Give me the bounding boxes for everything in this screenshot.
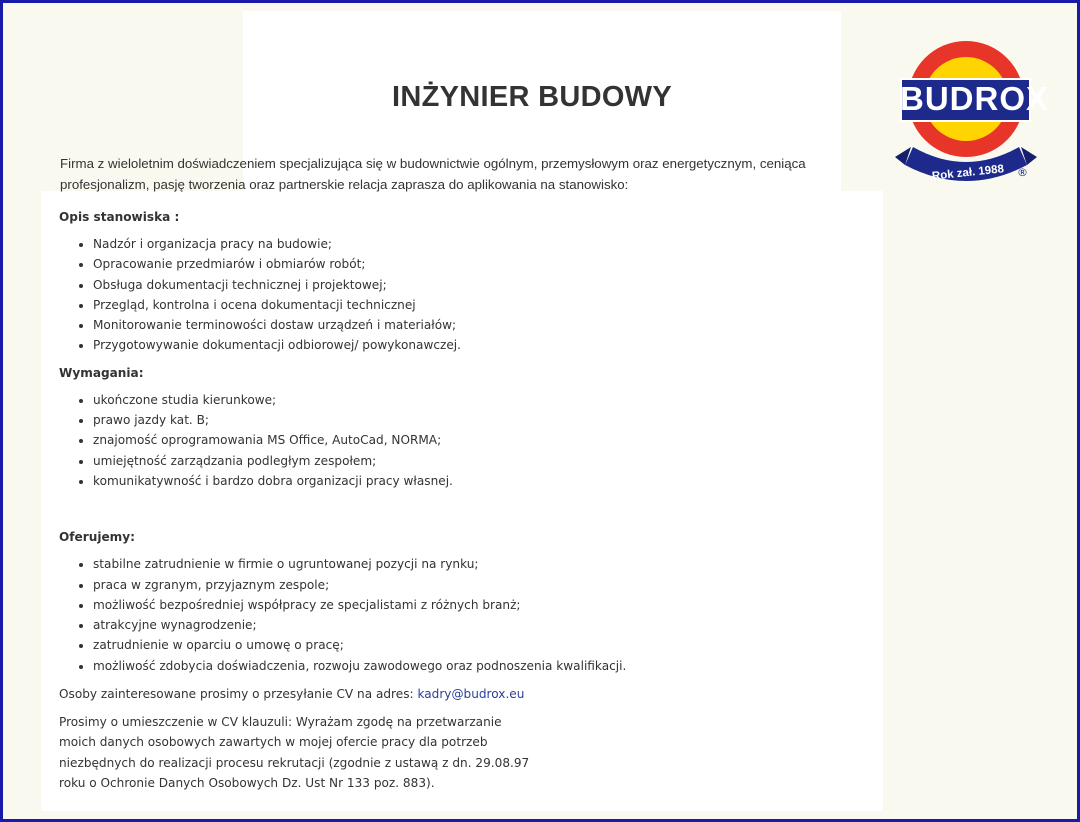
intro-text: Firma z wieloletnim doświadczeniem specjalizująca się w budownictwie ogólnym, przemysłowym oraz energetycznym, ceniąca profesjonalizm, pasję tworzenia oraz partnerskie relacja zaprasza do aplikowania na stanowisko: bbox=[60, 156, 806, 192]
list-item: • stabilne zatrudnienie w firmie o ugruntowanej pozycji na rynku; bbox=[93, 554, 679, 574]
job-content bbox=[59, 207, 679, 793]
description-list bbox=[59, 234, 679, 356]
list-item: • Monitorowanie terminowości dostaw urządzeń i materiałów; bbox=[93, 315, 679, 335]
list-item: • możliwość zdobycia doświadczenia, rozwoju zawodowego oraz podnoszenia kwalifikacji. bbox=[93, 656, 679, 676]
section-heading: Wymagania: bbox=[59, 365, 144, 380]
company-logo bbox=[893, 37, 1050, 193]
section-requirements bbox=[59, 363, 679, 491]
page-title: INŻYNIER BUDOWY bbox=[392, 81, 672, 113]
registered-mark: ® bbox=[1017, 166, 1028, 179]
section-description bbox=[59, 207, 679, 356]
list-item: • Nadzór i organizacja pracy na budowie; bbox=[93, 234, 679, 254]
contact-line bbox=[59, 684, 679, 704]
offer-list bbox=[59, 554, 679, 676]
section-offer bbox=[59, 527, 679, 676]
list-item: • ukończone studia kierunkowe; bbox=[93, 390, 679, 410]
contact-text: Osoby zainteresowane prosimy o przesyłanie CV na adres: bbox=[59, 687, 414, 702]
list-item: • znajomość oprogramowania MS Office, AutoCad, NORMA; bbox=[93, 430, 679, 450]
logo-brand-text: BUDROX bbox=[900, 80, 1050, 117]
list-item: • prawo jazdy kat. B; bbox=[93, 410, 679, 430]
section-heading: Oferujemy: bbox=[59, 530, 135, 545]
list-item: • Opracowanie przedmiarów i obmiarów robót; bbox=[93, 254, 679, 274]
gdpr-clause: Prosimy o umieszczenie w CV klauzuli: Wyrażam zgodę na przetwarzanie moich danych osobowych zawartych w mojej ofercie pracy dla potrzeb niezbędnych do realizacji procesu rekrutacji (zgodnie z ustawą z dn. 29.08.97 roku o Ochronie Danych Osobowych Dz. Ust Nr 133 poz. 883). bbox=[59, 715, 530, 790]
list-item: • atrakcyjne wynagrodzenie; bbox=[93, 615, 679, 635]
list-item: • Przegląd, kontrolna i ocena dokumentacji technicznej bbox=[93, 295, 679, 315]
list-item: • Obsługa dokumentacji technicznej i projektowej; bbox=[93, 275, 679, 295]
email-link[interactable]: kadry@budrox.eu bbox=[417, 687, 525, 702]
list-item: • umiejętność zarządzania podległym zespołem; bbox=[93, 451, 679, 471]
list-item: • możliwość bezpośredniej współpracy ze specjalistami z różnych branż; bbox=[93, 595, 679, 615]
logo-founded-text: Rok zał. 1988 bbox=[931, 163, 1005, 183]
requirements-list bbox=[59, 390, 679, 491]
list-item: • Przygotowywanie dokumentacji odbiorowej/ powykonawczej. bbox=[93, 335, 679, 355]
list-item: • komunikatywność i bardzo dobra organizacji pracy własnej. bbox=[93, 471, 679, 491]
list-item: • zatrudnienie w oparciu o umowę o pracę; bbox=[93, 635, 679, 655]
section-heading: Opis stanowiska : bbox=[59, 210, 180, 224]
list-item: • praca w zgranym, przyjaznym zespole; bbox=[93, 575, 679, 595]
